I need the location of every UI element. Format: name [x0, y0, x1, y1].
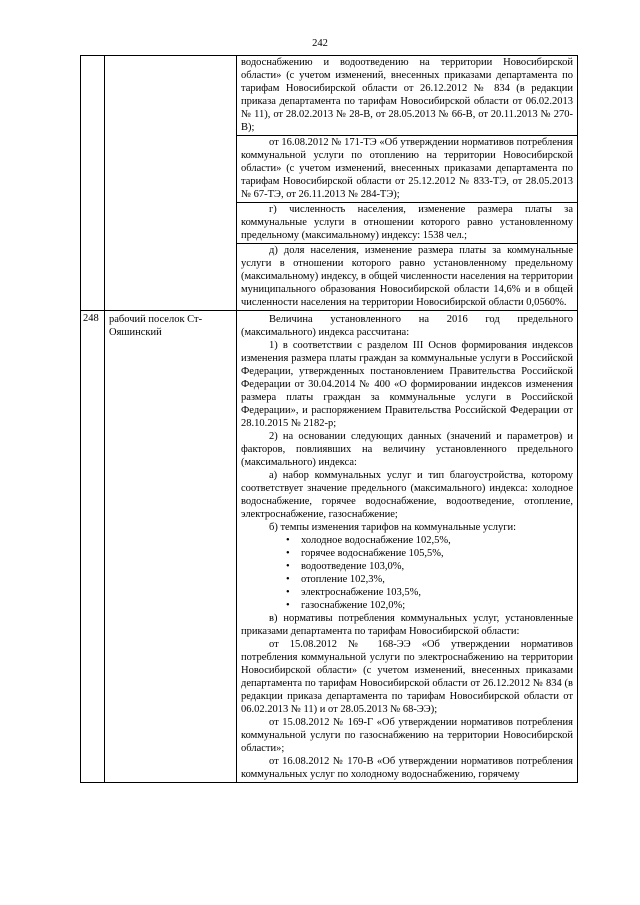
row-content-cell	[237, 311, 577, 782]
paragraph: от 16.08.2012 № 170-В «Об утверждении нормативов потребления коммунальных услуг по холодному водоснабжению, горячему	[241, 756, 573, 780]
document-table	[80, 55, 578, 783]
paragraph: д) доля населения, изменение размера платы за коммунальные услуги в отношении которого равно установленному предельному (максимальному) индексу, в общей численности населения на территории муниципального образования Новосибирской области 14,6% и в общей численности населения на территории Новосибирской области 0,0560%.	[237, 243, 577, 309]
row-number-cell	[81, 56, 105, 310]
list-item: • отопление 102,3%,	[286, 574, 385, 585]
paragraph: водоснабжению и водоотведению на территории Новосибирской области» (с учетом изменений, внесенных приказами департамента по тарифам Новосибирской области от 26.12.2012 № 834 (в редакции приказа департамента по тарифам Новосибирской области от 06.02.2013 № 11), от 28.02.2013 № 28-В, от 28.05.2013 № 66-В, от 20.11.2013 № 270-В);	[241, 57, 573, 133]
table-row-248	[81, 311, 577, 782]
bullet-icon: •	[286, 600, 290, 611]
page-number: 242	[312, 38, 328, 49]
paragraph: 1) в соответствии с разделом III Основ формирования индексов изменения размера платы граждан за коммунальные услуги в Российской Федерации, утвержденных постановлением Правительства Российской Федерации от 30.04.2014 № 400 «О формировании индексов изменения размера платы граждан за коммунальные услуги в Российской Федерации», и распоряжением Правительства Российской Федерации от 28.10.2015 № 2182-р;	[241, 340, 573, 429]
list-item: • водоотведение 103,0%,	[286, 561, 405, 572]
paragraph: в) нормативы потребления коммунальных услуг, установленные приказами департамента по тарифам Новосибирской области:	[241, 613, 573, 637]
bullet-icon: •	[286, 561, 290, 572]
list-item: • газоснабжение 102,0%;	[286, 600, 406, 611]
row-content-cell	[237, 56, 577, 310]
list-item: • холодное водоснабжение 102,5%,	[286, 535, 451, 546]
paragraph: от 15.08.2012 № 168-ЭЭ «Об утверждении нормативов потребления коммунальной услуги по электроснабжению на территории Новосибирской области» (с учетом изменений, внесенных приказами департамента по тарифам Новосибирской области от 26.12.2012 № 834 (в редакции приказа департамента по тарифам Новосибирской области от 06.02.2013 № 11) и от 28.05.2013 № 68-ЭЭ);	[241, 639, 573, 715]
row-name-cell	[105, 56, 237, 310]
paragraph: 2) на основании следующих данных (значений и параметров) и факторов, повлиявших на величину установленного предельного (максимального) индекса:	[241, 431, 573, 468]
bullet-icon: •	[286, 574, 290, 585]
list-item: • горячее водоснабжение 105,5%,	[286, 548, 444, 559]
row-name-cell: рабочий поселок Ст-Ояшинский	[105, 311, 237, 782]
table-row-continued	[81, 56, 577, 311]
bullet-icon: •	[286, 587, 290, 598]
paragraph: от 16.08.2012 № 171-ТЭ «Об утверждении нормативов потребления коммунальной услуги по отоплению на территории Новосибирской области» (с учетом изменений, внесенных приказами департамента по тарифам Новосибирской области от 25.12.2012 № 833-ТЭ, от 28.05.2013 № 67-ТЭ, от 26.11.2013 № 284-ТЭ);	[237, 135, 577, 201]
list-item: • электроснабжение 103,5%,	[286, 587, 421, 598]
bullet-icon: •	[286, 535, 290, 546]
paragraph: г) численность населения, изменение размера платы за коммунальные услуги в отношении которого равно установленному предельному (максимальному) индексу: 1538 чел.;	[237, 202, 577, 242]
row-number-cell: 248	[81, 311, 105, 782]
tariff-rate-list	[241, 534, 573, 612]
paragraph: б) темпы изменения тарифов на коммунальные услуги:	[269, 522, 517, 533]
paragraph: Величина установленного на 2016 год предельного (максимального) индекса рассчитана:	[241, 314, 573, 338]
paragraph: а) набор коммунальных услуг и тип благоустройства, которому соответствует значение предельного (максимального) индекса: холодное водоснабжение, горячее водоснабжение, водоотведение, отопление, электроснабжение, газоснабжение;	[241, 470, 573, 520]
paragraph: от 15.08.2012 № 169-Г «Об утверждении нормативов потребления коммунальной услуги по газоснабжению на территории Новосибирской области»;	[241, 717, 573, 754]
bullet-icon: •	[286, 548, 290, 559]
